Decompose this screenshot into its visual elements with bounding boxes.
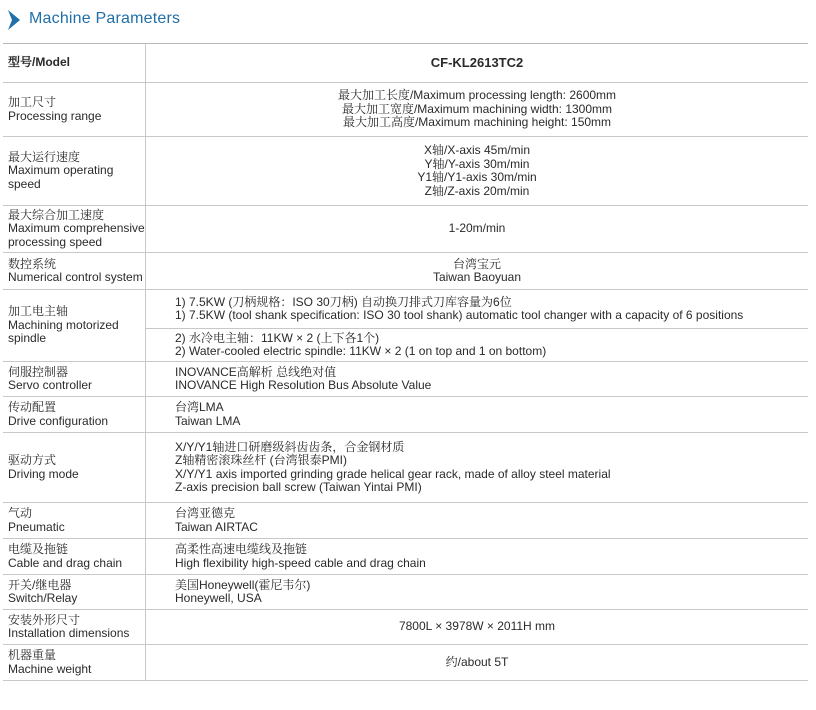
label-cn: 传动配置 xyxy=(8,400,57,414)
label-en: Maximum comprehensive xyxy=(8,221,145,236)
row-value xyxy=(146,397,808,432)
label-en: Maximum operating xyxy=(8,163,114,178)
value-line: Taiwan AIRTAC xyxy=(175,519,258,534)
value-line: 最大加工宽度/Maximum machining width: 1300mm xyxy=(341,101,613,116)
table-row-comprehensive-speed xyxy=(3,206,808,253)
row-label xyxy=(3,44,146,82)
table-row-spindle xyxy=(3,290,808,362)
row-value xyxy=(146,503,808,538)
label-en: Driving mode xyxy=(8,466,79,481)
value-line: X轴/X-axis 45m/min xyxy=(423,143,531,157)
value-line: Honeywell, USA xyxy=(175,591,262,605)
label-cn: 机器重量 xyxy=(8,648,57,662)
row-label xyxy=(3,503,146,538)
row-value xyxy=(146,575,808,609)
table-row-cable xyxy=(3,539,808,575)
parameters-table xyxy=(3,43,808,681)
row-label xyxy=(3,539,146,574)
table-row-max-speed xyxy=(3,137,808,206)
row-label xyxy=(3,290,146,361)
value-line: INOVANCE高解析 总线绝对值 xyxy=(175,364,337,379)
spindle-part-1 xyxy=(146,290,808,328)
label-cn: 电缆及拖链 xyxy=(8,542,69,556)
label-cn: 伺服控制器 xyxy=(8,364,69,379)
value-line: Z轴/Z-axis 20m/min xyxy=(424,183,530,198)
table-row-drive xyxy=(3,397,808,433)
label-model: 型号/Model xyxy=(8,55,70,70)
label-en: Installation dimensions xyxy=(8,626,130,640)
value-line: 2) 水冷电主轴：11KW × 2 (上下各1个) xyxy=(175,330,380,345)
row-label xyxy=(3,397,146,432)
section-header xyxy=(6,6,810,36)
row-label xyxy=(3,362,146,396)
row-label xyxy=(3,645,146,680)
chevron-right-icon xyxy=(6,9,22,31)
value-line: Z-axis precision ball screw (Taiwan Yintai PMI) xyxy=(175,480,422,494)
label-cn: 驱动方式 xyxy=(8,453,57,467)
label-en: Cable and drag chain xyxy=(8,555,123,570)
value-line: 最大加工长度/Maximum processing length: 2600mm xyxy=(337,88,617,103)
row-value xyxy=(146,206,808,252)
value-line: INOVANCE High Resolution Bus Absolute Value xyxy=(175,378,432,392)
page-title: Machine Parameters xyxy=(29,10,181,27)
label-en: Machining motorized xyxy=(8,317,119,332)
value-line: 台湾宝元 xyxy=(452,256,501,271)
row-value xyxy=(146,362,808,396)
row-value xyxy=(146,539,808,574)
label-cn: 最大运行速度 xyxy=(8,149,81,164)
label-en: Pneumatic xyxy=(8,519,65,534)
row-value xyxy=(146,253,808,289)
table-row-weight xyxy=(3,645,808,681)
label-cn: 加工尺寸 xyxy=(8,95,57,109)
value-line: 1-20m/min xyxy=(448,221,506,236)
value-line: High flexibility high-speed cable and drag chain xyxy=(175,555,426,570)
value-line: Z轴精密滚珠丝杆 (台湾银泰PMI) xyxy=(175,453,347,467)
label-en: Processing range xyxy=(8,108,102,123)
value-line: X/Y/Y1轴进口研磨级斜齿齿条，合金钢材质 xyxy=(175,439,405,454)
value-line: 台湾亚德克 xyxy=(175,506,236,520)
value-model: CF-KL2613TC2 xyxy=(430,55,524,71)
row-value xyxy=(146,44,808,82)
value-line: Taiwan Baoyuan xyxy=(432,270,522,284)
row-label xyxy=(3,433,146,502)
value-line: 1) 7.5KW (tool shank specification: ISO 30 tool shank) automatic tool changer with a capacity of 6 positions xyxy=(175,308,744,322)
label-en: speed xyxy=(8,176,41,191)
table-row-switch xyxy=(3,575,808,610)
value-line: 1) 7.5KW (刀柄规格：ISO 30刀柄) 自动换刀排式刀库容量为6位 xyxy=(175,294,512,309)
label-cn: 开关/继电器 xyxy=(8,577,72,592)
row-value xyxy=(146,645,808,680)
label-cn: 数控系统 xyxy=(8,256,57,271)
row-value xyxy=(146,433,808,502)
label-en: spindle xyxy=(8,331,47,346)
label-en: Numerical control system xyxy=(8,270,143,284)
table-row-driving-mode xyxy=(3,433,808,503)
row-label xyxy=(3,83,146,136)
value-line: 最大加工高度/Maximum machining height: 150mm xyxy=(342,115,612,130)
label-cn: 安装外形尺寸 xyxy=(8,612,81,627)
value-line: 台湾LMA xyxy=(175,400,224,414)
row-value xyxy=(146,290,808,361)
row-label xyxy=(3,575,146,609)
value-line: Y1轴/Y1-axis 30m/min xyxy=(417,170,537,184)
value-line: Taiwan LMA xyxy=(175,413,241,428)
table-row-nc-system xyxy=(3,253,808,290)
row-label xyxy=(3,610,146,644)
label-en: Servo controller xyxy=(8,378,93,392)
label-cn: 加工电主轴 xyxy=(8,304,69,319)
value-line: 约/about 5T xyxy=(445,654,509,669)
label-en: processing speed xyxy=(8,234,103,249)
table-row-servo xyxy=(3,362,808,397)
row-value xyxy=(146,610,808,644)
value-line: X/Y/Y1 axis imported grinding grade helical gear rack, made of alloy steel material xyxy=(175,466,611,481)
row-label xyxy=(3,253,146,289)
label-cn: 最大综合加工速度 xyxy=(8,207,105,222)
table-row-dimensions xyxy=(3,610,808,645)
label-en: Machine weight xyxy=(8,661,92,676)
table-row-processing-range xyxy=(3,83,808,137)
row-value xyxy=(146,137,808,205)
spindle-part-2 xyxy=(146,328,808,361)
label-en: Switch/Relay xyxy=(8,591,78,605)
row-label xyxy=(3,206,146,252)
value-line: 美国Honeywell(霍尼韦尔) xyxy=(175,577,311,592)
value-line: 2) Water-cooled electric spindle: 11KW × 2 (1 on top and 1 on bottom) xyxy=(175,344,547,358)
label-en: Drive configuration xyxy=(8,413,109,428)
table-row-model xyxy=(3,44,808,83)
row-value xyxy=(146,83,808,136)
value-line: 7800L × 3978W × 2011H mm xyxy=(398,619,556,634)
label-cn: 气动 xyxy=(8,506,33,520)
table-row-pneumatic xyxy=(3,503,808,539)
value-line: 高柔性高速电缆线及拖链 xyxy=(175,542,308,556)
value-line: Y轴/Y-axis 30m/min xyxy=(424,156,530,171)
row-label xyxy=(3,137,146,205)
